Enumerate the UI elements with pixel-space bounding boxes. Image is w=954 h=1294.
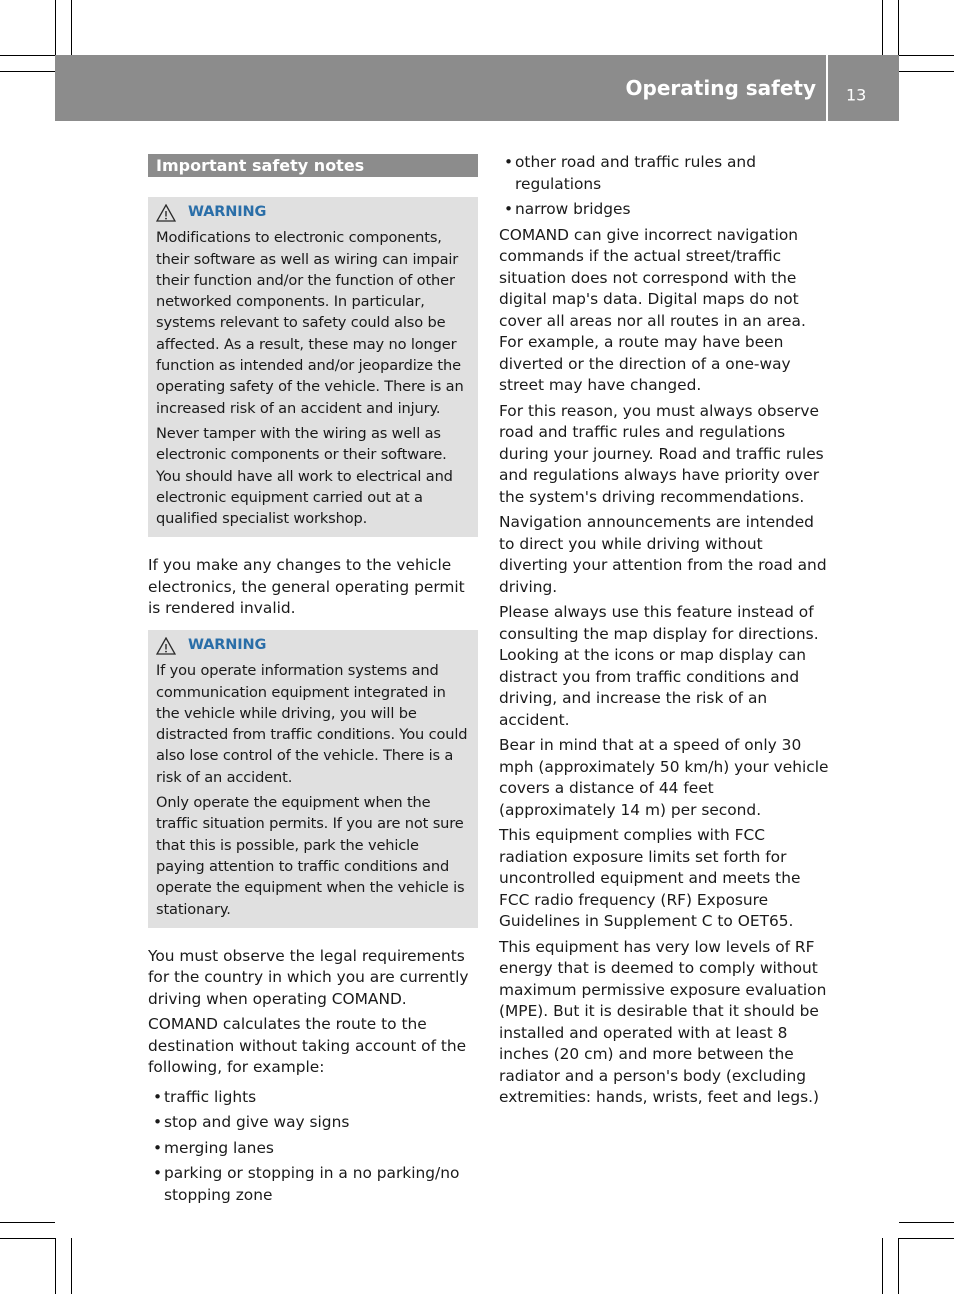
bullet-list	[499, 152, 829, 221]
crop-mark	[882, 0, 883, 55]
warning-box	[148, 630, 478, 928]
crop-mark	[899, 55, 954, 56]
warning-text: Only operate the equipment when the traffic situation permits. If you are not sure that this is possible, park the vehicle paying attention to traffic conditions and operate the equipment when the vehicle is stationary.	[156, 794, 465, 918]
warning-text: If you operate information systems and communication equipment integrated in the vehicle while driving, you will be distracted from traffic conditions. You could also lose control of the vehicle. There is a risk of an accident.	[156, 662, 468, 786]
crop-mark	[899, 1238, 954, 1239]
right-column	[499, 152, 829, 1113]
body-paragraph: This equipment complies with FCC radiation exposure limits set forth for uncontrolled equipment and meets the FCC radio frequency (RF) Exposure Guidelines in Supplement C to OET65.	[499, 826, 801, 930]
body-paragraph: If you make any changes to the vehicle electronics, the general operating permit is rendered invalid.	[148, 556, 465, 618]
crop-mark	[899, 1222, 954, 1223]
crop-mark	[898, 1238, 899, 1294]
warning-header	[156, 202, 470, 223]
warning-icon	[156, 204, 176, 222]
crop-mark	[0, 1222, 55, 1223]
crop-mark	[0, 71, 55, 72]
crop-mark	[0, 55, 55, 56]
page-number: 13	[846, 85, 867, 105]
section-heading: Important safety notes	[148, 154, 478, 177]
list-item: • parking or stopping in a no parking/no stopping zone	[148, 1163, 478, 1206]
body-paragraph: COMAND can give incorrect navigation commands if the actual street/traffic situation does not correspond with the digital map's data. Digital maps do not cover all areas nor all routes in an area. For example, a route may have been diverted or the direction of a one-way street may have changed.	[499, 225, 806, 394]
warning-text: Modifications to electronic components, their software as well as wiring can impair their function and/or the function of other networked components. In particular, systems relevant to safety could also be affected. As a result, these may no longer function as intended and/or jeopardize the operating safety of the vehicle. There is an increased risk of an accident and injury.	[156, 229, 464, 417]
body-paragraph: COMAND calculates the route to the destination without taking account of the following, for example:	[148, 1015, 467, 1077]
warning-label: WARNING	[188, 204, 267, 220]
list-item: • merging lanes	[148, 1138, 478, 1160]
body-paragraph: You must observe the legal requirements for the country in which you are currently driving when operating COMAND.	[148, 946, 469, 1008]
warning-text: Never tamper with the wiring as well as electronic components or their software. You should have all work to electrical and electronic equipment carried out at a qualified specialist workshop.	[156, 424, 453, 528]
bullet-list	[148, 1087, 478, 1207]
body-paragraph: Navigation announcements are intended to direct you while driving without diverting your attention from the road and driving.	[499, 513, 827, 596]
body-paragraph: This equipment has very low levels of RF energy that is deemed to comply without maximum permissive exposure evaluation (MPE). But it is desirable that it should be installed and operated with at least 8 inches (20 cm) and more between the radiator and a person's body (excluding extremities: hands, wrists, feet and legs.)	[499, 937, 827, 1106]
crop-mark	[0, 1238, 55, 1239]
crop-mark	[55, 0, 56, 55]
crop-mark	[898, 0, 899, 55]
list-item: • narrow bridges	[499, 199, 829, 221]
body-paragraph: Please always use this feature instead of consulting the map display for directions. Looking at the icons or map display can distract you from traffic conditions and driving, and increase the risk of an accident.	[499, 603, 819, 729]
body-paragraph: For this reason, you must always observe road and traffic rules and regulations during your journey. Road and traffic rules and regulations always have priority over the system's driving recommendations.	[499, 401, 824, 506]
page-title: Operating safety	[625, 76, 816, 100]
list-item: • other road and traffic rules and regulations	[499, 152, 829, 195]
header-divider	[826, 55, 828, 121]
crop-mark	[899, 71, 954, 72]
warning-header	[156, 635, 470, 656]
warning-icon	[156, 637, 176, 655]
crop-mark	[71, 1238, 72, 1294]
crop-mark	[55, 1238, 56, 1294]
list-item: • traffic lights	[148, 1087, 478, 1109]
warning-label: WARNING	[188, 636, 267, 653]
warning-box	[148, 197, 478, 537]
crop-mark	[882, 1238, 883, 1294]
crop-mark	[71, 0, 72, 55]
list-item: • stop and give way signs	[148, 1112, 478, 1134]
body-paragraph: Bear in mind that at a speed of only 30 mph (approximately 50 km/h) your vehicle covers a distance of 44 feet (approximately 14 m) per second.	[499, 736, 829, 819]
left-column	[148, 154, 478, 1210]
